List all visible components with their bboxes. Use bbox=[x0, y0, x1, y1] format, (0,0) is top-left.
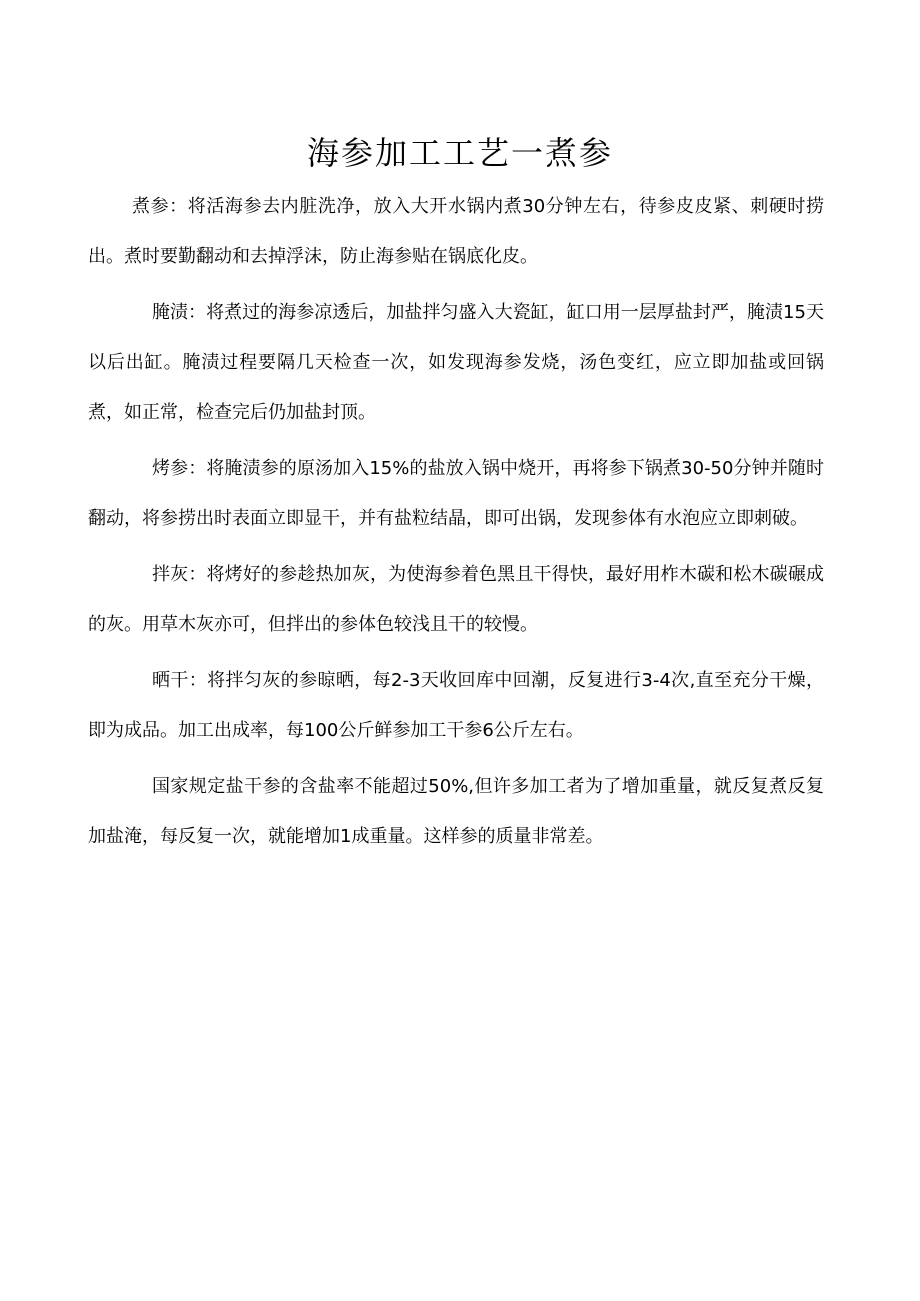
paragraph-boiling: 煮参：将活海参去内脏洗净，放入大开水锅内煮30分钟左右，待参皮皮紧、刺硬时捞出。煮时要勤翻动和去掉浮沫，防止海参贴在锅底化皮。 bbox=[88, 196, 824, 267]
paragraph-ash-mixing: 拌灰：将烤好的参趁热加灰，为使海参着色黑且干得快，最好用柞木碳和松木碳碾成的灰。用草木灰亦可，但拌出的参体色较浅且干的较慢。 bbox=[88, 564, 824, 635]
paragraph-salting: 腌渍：将煮过的海参凉透后，加盐拌匀盛入大瓷缸，缸口用一层厚盐封严，腌渍15天以后出缸。腌渍过程要隔几天检查一次，如发现海参发烧，汤色变红，应立即加盐或回锅煮，如正常，检查完后仍加盐封顶。 bbox=[88, 302, 824, 423]
paragraph-drying: 晒干：将拌匀灰的参晾晒，每2-3天收回库中回潮，反复进行3-4次,直至充分干燥，即为成品。加工出成率，每100公斤鲜参加工干参6公斤左右。 bbox=[88, 670, 824, 741]
document-title: 海参加工工艺一煮参 bbox=[306, 134, 613, 172]
paragraph-roasting: 烤参：将腌渍参的原汤加入15%的盐放入锅中烧开，再将参下锅煮30-50分钟并随时翻动，将参捞出时表面立即显干，并有盐粒结晶，即可出锅，发现参体有水泡应立即刺破。 bbox=[88, 458, 824, 529]
paragraph-regulation: 国家规定盐干参的含盐率不能超过50%,但许多加工者为了增加重量，就反复煮反复加盐淹，每反复一次，就能增加1成重量。这样参的质量非常差。 bbox=[88, 776, 824, 847]
document-body bbox=[88, 182, 824, 868]
